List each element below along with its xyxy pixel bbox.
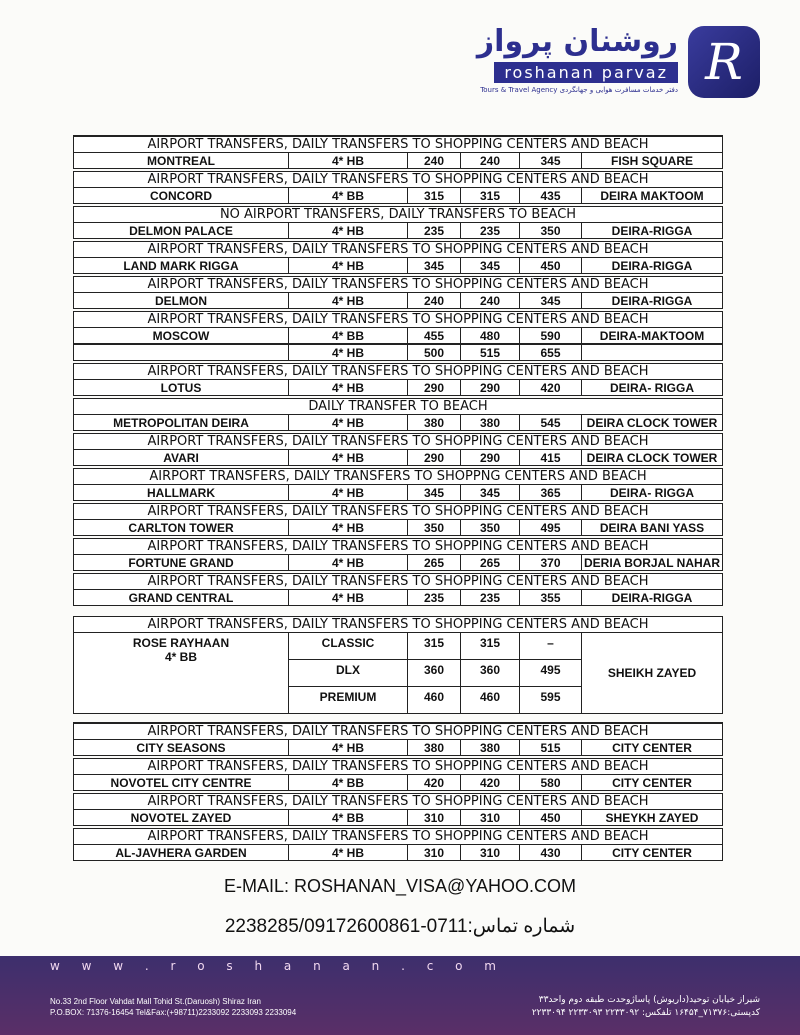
price-cell: 345 [408,485,461,500]
area-name: DEIRA CLOCK TOWER [586,451,718,465]
transfer-header: AIRPORT TRANSFERS, DAILY TRANSFERS TO SHOPPING CENTERS AND BEACH [73,171,723,187]
area-name: DERIA BORJAL NAHAR [583,556,720,570]
rose-header: AIRPORT TRANSFERS, DAILY TRANSFERS TO SHOPPING CENTERS AND BEACH [73,616,723,632]
price-cell: 580 [520,775,582,790]
hotel-name: CARLTON TOWER [74,520,289,535]
price-cell: 380 [461,740,520,755]
hotel-row [73,589,723,606]
area-name: DEIRA-RIGGA [611,224,693,238]
board-type: 4* BB [289,188,408,203]
board-type: 4* HB [289,450,408,465]
hotel-name: MONTREAL [74,153,289,168]
price-cell: 655 [520,345,582,360]
hotel-row [73,327,723,344]
price-cell: 315 [461,633,519,660]
price-cell: 315 [408,633,460,660]
hotel-row [73,484,723,501]
hotel-row [73,554,723,571]
hotel-row [73,739,723,756]
price-cell: 460 [423,690,445,704]
hotel-name [74,345,289,360]
area-name: DEIRA BANI YASS [599,521,705,535]
price-cell: 290 [408,450,461,465]
transfer-header: AIRPORT TRANSFERS, DAILY TRANSFERS TO SHOPPING CENTERS AND BEACH [73,538,723,554]
price-column-1 [408,633,461,713]
area-name: DEIRA MAKTOOM [600,189,704,203]
price-cell: 240 [461,153,520,168]
price-cell: 315 [461,188,520,203]
area-name: DEIRA- RIGGA [610,486,694,500]
transfer-header: DAILY TRANSFER TO BEACH [73,398,723,414]
hotel-name: METROPOLITAN DEIRA [74,415,289,430]
hotel-row [73,187,723,204]
price-cell: 310 [461,810,520,825]
board-type: 4* HB [289,293,408,308]
board-type: 4* HB [289,590,408,605]
area-name: FISH SQUARE [610,154,693,168]
price-cell: 430 [520,845,582,860]
price-cell: 235 [408,223,461,238]
transfer-header: AIRPORT TRANSFERS, DAILY TRANSFERS TO SHOPPING CENTERS AND BEACH [73,311,723,327]
transfer-header: AIRPORT TRANSFERS, DAILY TRANSFERS TO SHOPPING CENTERS AND BEACH [73,135,723,152]
price-cell: 345 [461,485,520,500]
hotel-row [73,809,723,826]
price-cell: 420 [520,380,582,395]
price-cell: 495 [520,520,582,535]
transfer-header: AIRPORT TRANSFERS, DAILY TRANSFERS TO SHOPPING CENTERS AND BEACH [73,276,723,292]
hotel-row [73,292,723,309]
rose-stars: 4* BB [164,650,197,664]
hotel-row [73,257,723,274]
price-cell: 240 [408,153,461,168]
area-name: DEIRA-RIGGA [611,294,693,308]
hotel-name: CONCORD [74,188,289,203]
area-name: DEIRA- RIGGA [610,381,694,395]
price-cell: 310 [461,845,520,860]
price-cell: – [520,633,581,660]
price-cell: 360 [461,660,519,687]
hotel-row [73,774,723,791]
board-type: 4* HB [289,555,408,570]
price-cell: 355 [520,590,582,605]
hotel-name: DELMON PALACE [74,223,289,238]
transfer-header: AIRPORT TRANSFERS, DAILY TRANSFERS TO SHOPPING CENTERS AND BEACH [73,573,723,589]
logo-english-text: roshanan parvaz [494,62,678,83]
price-cell: 265 [461,555,520,570]
hotel-row [73,379,723,396]
area-name: DEIRA-RIGGA [611,591,693,605]
footer-persian-address [532,994,760,1020]
area-name: CITY CENTER [612,846,692,860]
area-name: DEIRA-RIGGA [611,259,693,273]
board-type: 4* HB [289,845,408,860]
transfer-header: AIRPORT TRANSFERS, DAILY TRANSFERS TO SHOPPING CENTERS AND BEACH [73,722,723,739]
transfer-header: AIRPORT TRANSFERS, DAILY TRANSFERS TO SHOPPING CENTERS AND BEACH [73,758,723,774]
hotel-name: LAND MARK RIGGA [74,258,289,273]
price-cell: 380 [408,415,461,430]
room-dlx: DLX [289,660,407,687]
hotel-row [73,414,723,431]
price-cell: 350 [461,520,520,535]
hotel-name: GRAND CENTRAL [74,590,289,605]
price-cell: 450 [520,810,582,825]
contact-email: E-MAIL: ROSHANAN_VISA@YAHOO.COM [223,876,576,896]
price-cell: 545 [520,415,582,430]
persian-address-line: کدپستی:۷۱۳۷۶_۱۶۴۵۴ تلفکس: ۲۲۳۳۰۹۲ ۲۲۳۳۰۹۳ ۲۲۳۳۰۹۴ [531,1008,760,1018]
hotel-name: AL-JAVHERA GARDEN [74,845,289,860]
transfer-header: AIRPORT TRANSFERS, DAILY TRANSFERS TO SHOPPING CENTERS AND BEACH [73,363,723,379]
board-column [289,633,408,713]
price-cell: 240 [461,293,520,308]
price-cell: 235 [461,590,520,605]
persian-address-line: شیراز خیابان توحید(داریوش) پاساژوحدت طبقه دوم واحد۳۳ [538,995,760,1005]
board-type: 4* BB [289,775,408,790]
price-cell: 290 [461,450,520,465]
price-cell: 435 [520,188,582,203]
rose-name: ROSE RAYHAAN [132,636,230,650]
transfer-header: AIRPORT TRANSFERS, DAILY TRANSFERS TO SHOPPING CENTERS AND BEACH [73,828,723,844]
logo-r-icon: R [688,26,760,98]
board-type: 4* HB [289,415,408,430]
price-cell: 515 [520,740,582,755]
hotel-row [73,222,723,239]
price-cell: 235 [461,223,520,238]
footer-bar [0,956,800,1035]
hotel-name: LOTUS [74,380,289,395]
hotel-name: MOSCOW [74,328,289,343]
room-classic: CLASSIC [289,633,407,660]
price-cell: 240 [408,293,461,308]
area-name [582,345,722,360]
address-line: No.33 2nd Floor Vahdat Mall Tohid St.(Daruosh) Shiraz Iran [50,997,261,1006]
price-column-3 [520,633,582,713]
area-name: SHEYKH ZAYED [605,811,699,825]
price-cell: 460 [479,690,501,704]
price-cell: 415 [520,450,582,465]
price-cell: 480 [461,328,520,343]
transfer-header: NO AIRPORT TRANSFERS, DAILY TRANSFERS TO BEACH [73,206,723,222]
price-cell: 345 [520,293,582,308]
area-name: DEIRA CLOCK TOWER [586,416,718,430]
company-logo [460,22,760,102]
price-cell: 590 [520,328,582,343]
price-cell: 345 [520,153,582,168]
room-premium: PREMIUM [319,690,377,704]
price-cell: 455 [408,328,461,343]
hotel-name: CITY SEASONS [74,740,289,755]
rose-rayhaan-row [73,632,723,714]
price-cell: 345 [461,258,520,273]
price-column-2 [461,633,520,713]
footer-address [50,996,296,1018]
price-cell: 380 [461,415,520,430]
price-cell: 515 [461,345,520,360]
board-type: 4* HB [289,520,408,535]
price-cell: 595 [540,690,561,704]
hotel-price-table [73,135,723,863]
board-type: 4* HB [289,223,408,238]
board-type: 4* BB [289,328,408,343]
area-name: CITY CENTER [612,741,692,755]
transfer-header: AIRPORT TRANSFERS, DAILY TRANSFERS TO SHOPPING CENTERS AND BEACH [73,433,723,449]
price-cell: 380 [408,740,461,755]
hotel-row [73,519,723,536]
board-type: 4* HB [289,485,408,500]
board-type: 4* BB [289,810,408,825]
hotel-name: HALLMARK [74,485,289,500]
price-cell: 310 [408,810,461,825]
area-name: DEIRA-MAKTOOM [599,329,705,343]
price-cell: 345 [408,258,461,273]
price-cell: 265 [408,555,461,570]
hotel-row [73,152,723,169]
hotel-name: NOVOTEL ZAYED [74,810,289,825]
transfer-header: AIRPORT TRANSFERS, DAILY TRANSFERS TO SHOPPING CENTERS AND BEACH [73,793,723,809]
hotel-name: FORTUNE GRAND [74,555,289,570]
price-cell: 420 [408,775,461,790]
price-cell: 495 [520,660,581,687]
transfer-header: AIRPORT TRANSFERS, DAILY TRANSFERS TO SHOPPING CENTERS AND BEACH [73,241,723,257]
price-cell: 365 [520,485,582,500]
rose-area: SHEIKH ZAYED [607,666,697,680]
price-cell: 500 [408,345,461,360]
address-line: P.O.BOX: 71376-16454 Tel&Fax:(+98711)2233092 2233093 2233094 [50,1008,297,1017]
price-cell: 290 [461,380,520,395]
price-cell: 290 [408,380,461,395]
price-cell: 235 [408,590,461,605]
transfer-header: AIRPORT TRANSFERS, DAILY TRANSFERS TO SHOPPING CENTERS AND BEACH [73,503,723,519]
hotel-row [73,844,723,861]
hotel-name: DELMON [74,293,289,308]
footer-website[interactable]: w w w . r o s h a n a n . c o m [50,959,505,973]
price-cell: 370 [520,555,582,570]
price-cell: 420 [461,775,520,790]
logo-subtitle: Tours & Travel Agency دفتر خدمات مسافرت هوایی و جهانگردی [480,86,678,94]
area-cell [582,633,722,713]
price-cell: 350 [520,223,582,238]
price-cell: 310 [408,845,461,860]
board-type: 4* HB [289,740,408,755]
hotel-name: NOVOTEL CITY CENTRE [74,775,289,790]
price-cell: 450 [520,258,582,273]
hotel-row [73,344,723,361]
area-name: CITY CENTER [612,776,692,790]
price-cell: 360 [408,660,460,687]
contact-phone: شماره تماس:0711-2238285/09172600861 [224,916,576,937]
hotel-name [74,633,289,713]
price-cell: 350 [408,520,461,535]
logo-persian-text: روشنان پرواز [476,24,678,59]
hotel-row [73,449,723,466]
board-type: 4* HB [289,153,408,168]
board-type: 4* HB [289,345,408,360]
board-type: 4* HB [289,258,408,273]
price-cell: 315 [408,188,461,203]
transfer-header: AIRPORT TRANSFERS, DAILY TRANSFERS TO SHOPPNG CENTERS AND BEACH [73,468,723,484]
board-type: 4* HB [289,380,408,395]
hotel-name: AVARI [74,450,289,465]
